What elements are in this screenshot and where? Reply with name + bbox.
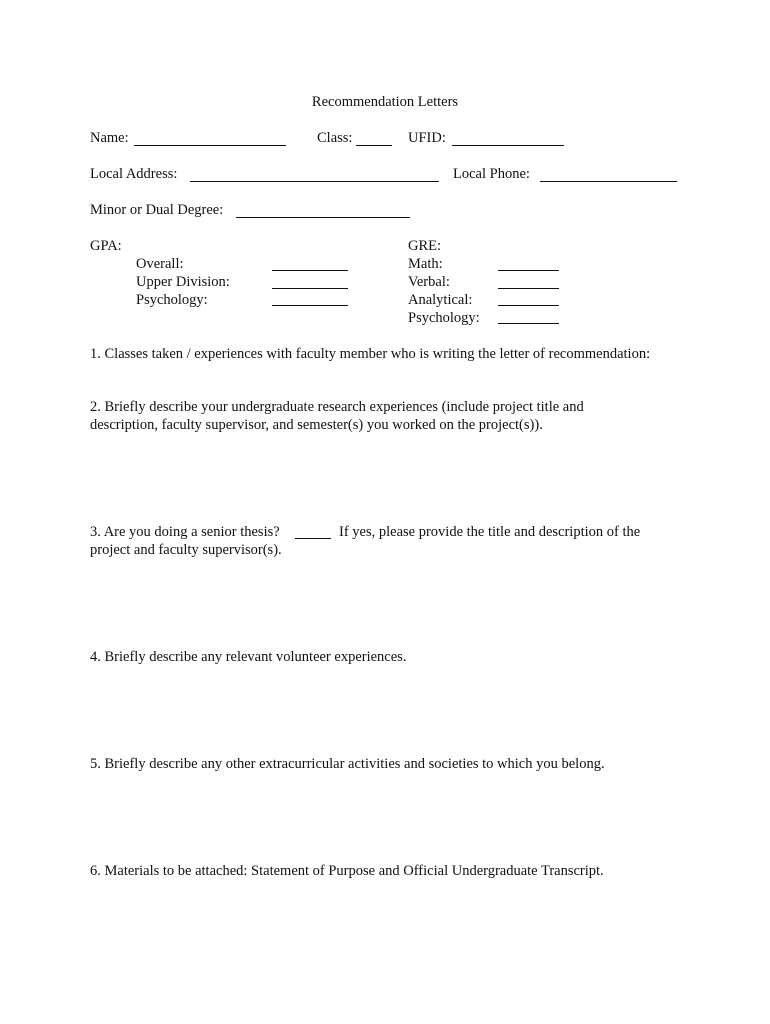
class-label: Class:	[317, 130, 353, 146]
question-2-line-1: 2. Briefly describe your undergraduate research experiences (include project title and	[90, 399, 584, 415]
gpa-overall-field[interactable]	[272, 270, 348, 271]
gre-verbal-field[interactable]	[498, 288, 559, 289]
name-label: Name:	[90, 130, 129, 146]
question-2-line-2: description, faculty supervisor, and semester(s) you worked on the project(s)).	[90, 417, 543, 433]
gre-analytical-field[interactable]	[498, 305, 559, 306]
gre-math-label: Math:	[408, 256, 443, 272]
gpa-psychology-field[interactable]	[272, 305, 348, 306]
local-phone-field[interactable]	[540, 181, 677, 182]
gre-verbal-label: Verbal:	[408, 274, 450, 290]
local-address-field[interactable]	[190, 181, 439, 182]
gre-analytical-label: Analytical:	[408, 292, 473, 308]
gre-heading: GRE:	[408, 238, 442, 254]
question-4: 4. Briefly describe any relevant volunteer experiences.	[90, 649, 407, 665]
minor-field[interactable]	[236, 217, 410, 218]
local-phone-label: Local Phone:	[453, 166, 530, 182]
gre-math-field[interactable]	[498, 270, 559, 271]
gpa-upper-division-label: Upper Division:	[136, 274, 230, 290]
question-6: 6. Materials to be attached: Statement of Purpose and Official Undergraduate Transcript.	[90, 863, 604, 879]
question-5: 5. Briefly describe any other extracurricular activities and societies to which you belong.	[90, 756, 605, 772]
question-3-part-2: If yes, please provide the title and description of the	[339, 524, 641, 540]
gre-psychology-field[interactable]	[498, 323, 559, 324]
question-3-part-1: 3. Are you doing a senior thesis?	[90, 524, 280, 540]
minor-label: Minor or Dual Degree:	[90, 202, 224, 218]
senior-thesis-field[interactable]	[295, 538, 331, 539]
gpa-psychology-label: Psychology:	[136, 292, 208, 308]
page-title: Recommendation Letters	[311, 94, 459, 110]
question-1: 1. Classes taken / experiences with faculty member who is writing the letter of recommendation:	[90, 346, 651, 362]
ufid-label: UFID:	[408, 130, 446, 146]
local-address-label: Local Address:	[90, 166, 178, 182]
question-3-line-2: project and faculty supervisor(s).	[90, 542, 282, 558]
gpa-overall-label: Overall:	[136, 256, 184, 272]
gre-psychology-label: Psychology:	[408, 310, 480, 326]
gpa-heading: GPA:	[90, 238, 122, 254]
ufid-field[interactable]	[452, 145, 564, 146]
gpa-upper-division-field[interactable]	[272, 288, 348, 289]
name-field[interactable]	[134, 145, 286, 146]
class-field[interactable]	[356, 145, 392, 146]
